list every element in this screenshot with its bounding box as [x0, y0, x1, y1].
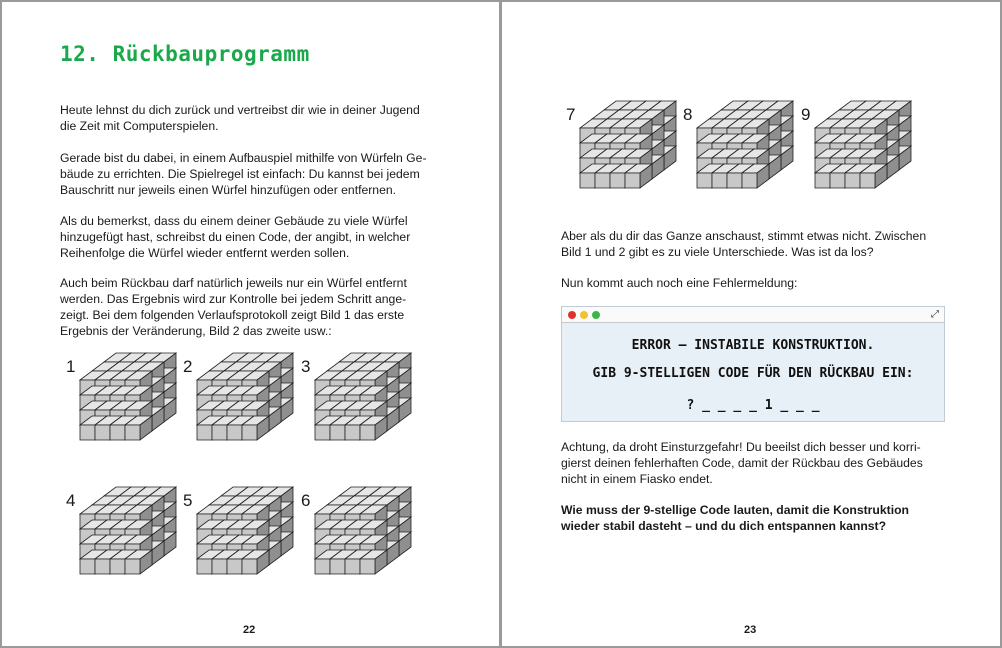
right-page: 7 8 9 Aber als du dir das Ganze anschaust, stimmt etwas nicht. Zwischen Bild 1 und 2 gibt es zu viele Unterschiede. Was ist da los? Nun kommt auch noch eine Fehlermeldung: ⤢ ERROR – INSTABILE KONSTRUKTION. GIB 9-STELLIGEN CODE FÜR DEN RÜCKBAU EIN: ? _ _ _ _ 1 _ _ _ Achtung, da droht Einsturzgefahr! Du beeilst dich besser und korri- gierst deinen fehlerhaften Code, damit der Rückbau des Gebäudes nicht in einem Fiasko endet. Wie muss der 9-stellige Code lauten, damit die Konstruktion wieder stabil dasteht – und du dich entspannen kannst? 23 — [502, 2, 1000, 646]
cube-building-image — [195, 346, 295, 442]
cube-building-image — [313, 480, 413, 576]
code-paragraph: Als du bemerkst, dass du einem deiner Gebäude zu viele Würfel hinzugefügt hast, schreibst du einen Code, der angibt, in welcher Reihenfolge die Würfel wieder entfernt werden sollen. — [60, 214, 411, 260]
error-line-1: ERROR – INSTABILE KONSTRUKTION. — [631, 338, 875, 353]
page-number-left: 22 — [243, 624, 256, 636]
code-input-display[interactable]: ? _ _ _ _ 1 _ _ _ — [686, 398, 820, 413]
expand-arrows-icon[interactable]: ⤢ — [931, 309, 939, 320]
close-dot-icon[interactable] — [568, 311, 576, 319]
problem-paragraph: Aber als du dir das Ganze anschaust, stimmt etwas nicht. Zwischen Bild 1 und 2 gibt es zu viele Unterschiede. Was ist da los? — [561, 229, 927, 259]
page-number-right: 23 — [744, 624, 757, 636]
cube-building-image — [813, 94, 913, 190]
warning-paragraph: Achtung, da droht Einsturzgefahr! Du beeilst dich besser und korri- gierst deinen fehlerhaften Code, damit der Rückbau des Gebäudes nicht in einem Fiasko endet. — [561, 440, 923, 486]
cube-building-image — [695, 94, 795, 190]
cube-building-image — [78, 346, 178, 442]
maximize-dot-icon[interactable] — [592, 311, 600, 319]
window-titlebar — [562, 307, 944, 323]
error-intro-paragraph: Nun kommt auch noch eine Fehlermeldung: — [561, 276, 798, 290]
error-line-2: GIB 9-STELLIGEN CODE FÜR DEN RÜCKBAU EIN: — [592, 366, 914, 381]
question-paragraph: Wie muss der 9-stellige Code lauten, damit die Konstruktion wieder stabil dasteht – und du dich entspannen kannst? — [561, 503, 909, 533]
page-title: 12. Rückbauprogramm — [60, 42, 310, 66]
minimize-dot-icon[interactable] — [580, 311, 588, 319]
history-paragraph: Auch beim Rückbau darf natürlich jeweils nur ein Würfel entfernt werden. Das Ergebnis wird zur Kontrolle bei jedem Schritt ange- zeigt. Bei dem folgenden Verlaufsprotokoll zeigt Bild 1 das erste Ergebnis der Veränderung, Bild 2 das zweite usw.: — [60, 276, 407, 338]
cube-building-image — [578, 94, 678, 190]
cube-building-image — [78, 480, 178, 576]
cube-building-image — [313, 346, 413, 442]
left-page: 12. Rückbauprogramm Heute lehnst du dich zurück und vertreibst dir wie in deiner Jugend die Zeit mit Computerspielen. Gerade bist du dabei, in einem Aufbauspiel mithilfe von Würfeln Ge- bäude zu errichten. Die Spielregel ist einfach: Du kannst bei jedem Bauschritt nur jeweils einen Würfel hinzufügen oder entfernen. Als du bemerkst, dass du einem deiner Gebäude zu viele Würfel hinzugefügt hast, schreibst du einen Code, der angibt, in welcher Reihenfolge die Würfel wieder entfernt werden sollen. Auch beim Rückbau darf natürlich jeweils nur ein Würfel entfernt werden. Das Ergebnis wird zur Kontrolle bei jedem Schritt ange- zeigt. Bei dem folgenden Verlaufsprotokoll zeigt Bild 1 das erste Ergebnis der Veränderung, Bild 2 das zweite usw.: 1 2 3 4 5 6 22 — [2, 2, 499, 646]
intro-paragraph: Heute lehnst du dich zurück und vertreibst dir wie in deiner Jugend die Zeit mit Computerspielen. — [60, 103, 420, 133]
cube-building-image — [195, 480, 295, 576]
error-window — [561, 306, 945, 422]
rules-paragraph: Gerade bist du dabei, in einem Aufbauspiel mithilfe von Würfeln Ge- bäude zu errichten. Die Spielregel ist einfach: Du kannst bei jedem Bauschritt nur jeweils einen Würfel hinzufügen oder entfernen. — [60, 151, 427, 197]
